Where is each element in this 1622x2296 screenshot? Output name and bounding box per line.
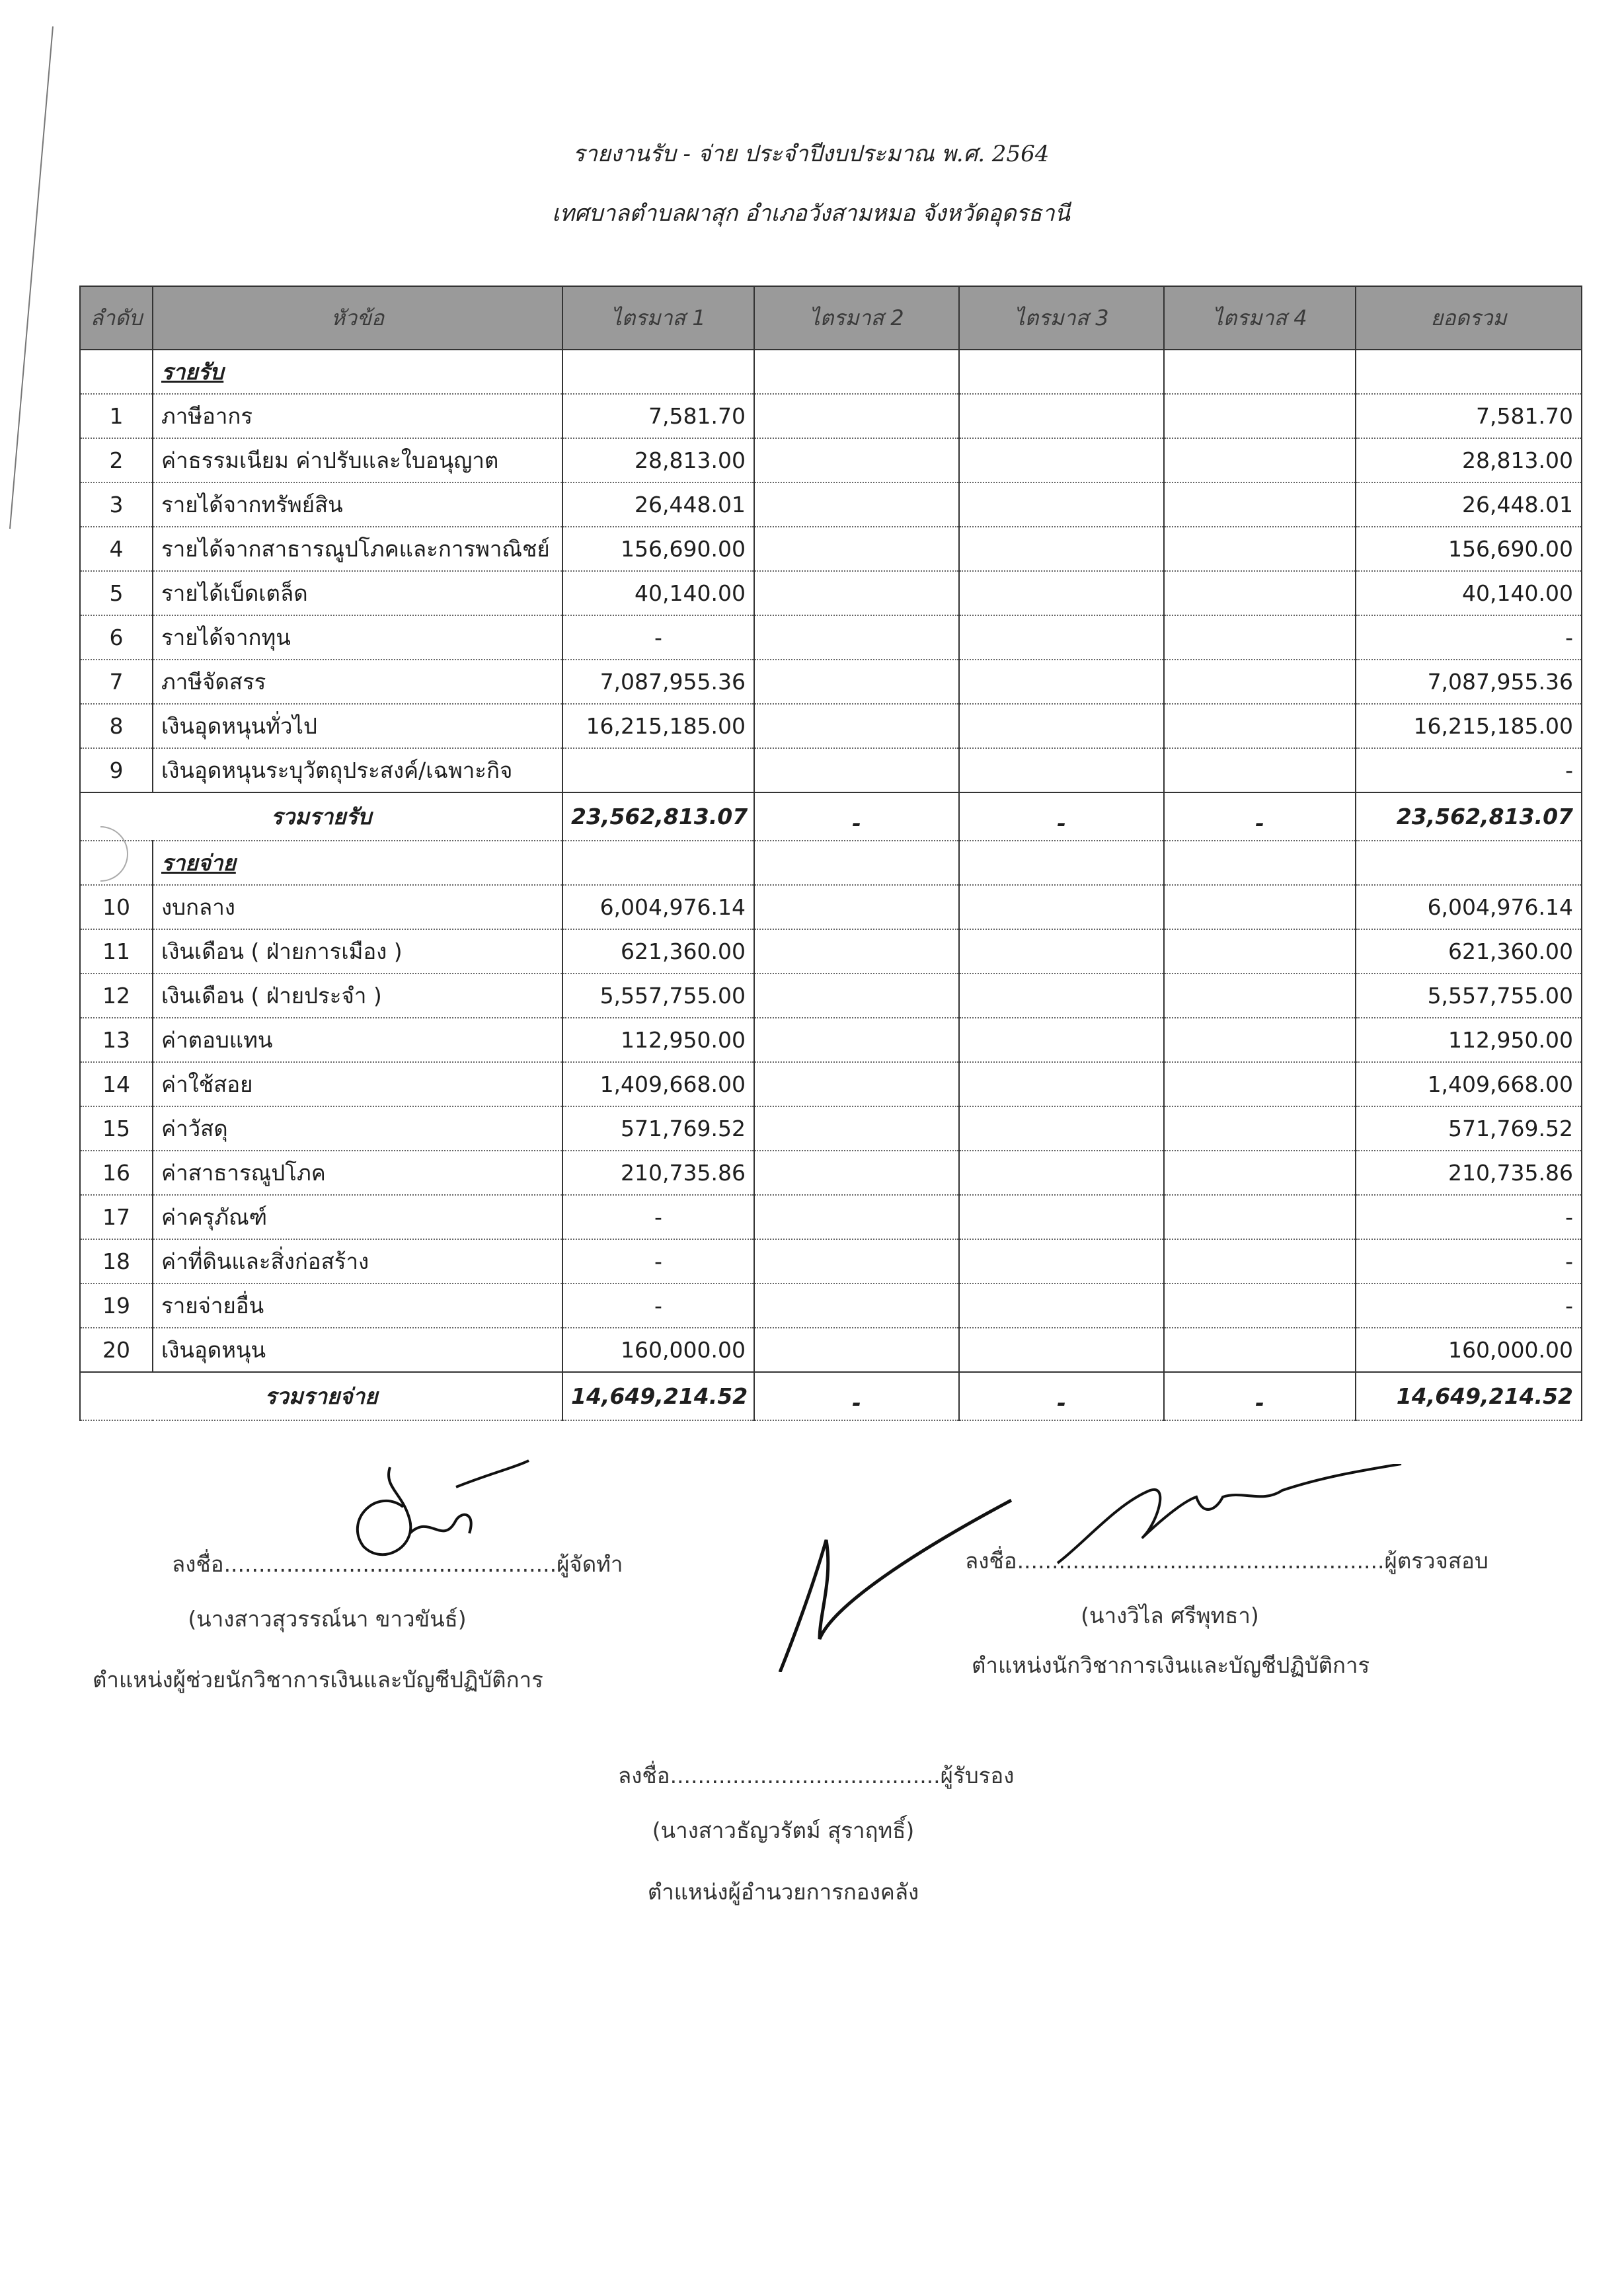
- cell-q1: -: [562, 1195, 754, 1239]
- cell-total: 23,562,813.07: [1356, 792, 1582, 841]
- cell-total: 210,735.86: [1356, 1151, 1582, 1195]
- cell-item: รายได้จากทรัพย์สิน: [153, 482, 562, 527]
- cell-q1: 210,735.86: [562, 1151, 754, 1195]
- cell-q4: [1164, 615, 1356, 660]
- checker-dotted-line: .....................................................: [1017, 1548, 1385, 1574]
- cell-q4: [1164, 527, 1356, 571]
- cell-q2: [754, 1018, 959, 1062]
- approver-position: ตำแหน่งผู้อำนวยการกองคลัง: [647, 1879, 919, 1905]
- cell-q1: 112,950.00: [562, 1018, 754, 1062]
- cell-no: 18: [80, 1239, 153, 1283]
- cell-total: 160,000.00: [1356, 1328, 1582, 1372]
- cell-q3: [959, 929, 1164, 974]
- table-row: [80, 1062, 1582, 1106]
- table-row: [80, 885, 1582, 929]
- cell-q3: [959, 704, 1164, 748]
- checker-sign-prefix: ลงชื่อ: [965, 1548, 1017, 1574]
- table-row: [80, 1195, 1582, 1239]
- cell-q2: [754, 527, 959, 571]
- report-subtitle: เทศบาลตำบลผาสุก อำเภอวังสามหมอ จังหวัดอุดรธานี: [552, 200, 1070, 227]
- preparer-name: (นางสาวสุวรรณ์นา ขาวขันธ์): [188, 1606, 467, 1632]
- table-row: [80, 1239, 1582, 1283]
- cell-q4: [1164, 1106, 1356, 1151]
- cell-q1: -: [562, 1283, 754, 1328]
- cell-item: ภาษีอากร: [153, 394, 562, 438]
- table-row: [80, 748, 1582, 792]
- table-row: [80, 1283, 1582, 1328]
- cell-section-label: [153, 841, 562, 885]
- preparer-signature-block: [172, 1547, 623, 1636]
- cell-no: 8: [80, 704, 153, 748]
- table-row: [80, 929, 1582, 974]
- preparer-dotted-line: ................................................: [223, 1551, 557, 1577]
- cell-q2: [754, 885, 959, 929]
- cell-q3: -: [959, 792, 1164, 841]
- preparer-position: ตำแหน่งผู้ช่วยนักวิชาการเงินและบัญชีปฏิบัติการ: [93, 1667, 543, 1693]
- cell-item: ค่าธรรมเนียม ค่าปรับและใบอนุญาต: [153, 438, 562, 482]
- cell-item: ค่าสาธารณูปโภค: [153, 1151, 562, 1195]
- col-header-no: ลำดับ: [80, 286, 153, 350]
- table-row: [80, 615, 1582, 660]
- cell-q2: [754, 1062, 959, 1106]
- table-row: [80, 527, 1582, 571]
- cell-q3: [959, 1062, 1164, 1106]
- cell-total: -: [1356, 1283, 1582, 1328]
- cell-total: -: [1356, 1195, 1582, 1239]
- cell-q4: [1164, 1062, 1356, 1106]
- cell-q2: [754, 615, 959, 660]
- cell-q4: [1164, 748, 1356, 792]
- cell-total: 6,004,976.14: [1356, 885, 1582, 929]
- cell-q3: [959, 885, 1164, 929]
- cell-q4: [1164, 1151, 1356, 1195]
- cell-q1: 6,004,976.14: [562, 885, 754, 929]
- cell-item: ค่าใช้สอย: [153, 1062, 562, 1106]
- cell-total: 26,448.01: [1356, 482, 1582, 527]
- cell-q2: [754, 748, 959, 792]
- cell-q1: 156,690.00: [562, 527, 754, 571]
- cell-q3: [959, 1018, 1164, 1062]
- cell-no: 6: [80, 615, 153, 660]
- approver-handwritten-signature: [727, 1474, 1058, 1672]
- cell-total: 1,409,668.00: [1356, 1062, 1582, 1106]
- cell-q1: 28,813.00: [562, 438, 754, 482]
- table-row: [80, 571, 1582, 615]
- cell-total: 5,557,755.00: [1356, 974, 1582, 1018]
- cell-q4: [1164, 1283, 1356, 1328]
- cell-no: 11: [80, 929, 153, 974]
- cell-q4: [1164, 1328, 1356, 1372]
- table-row: [80, 704, 1582, 748]
- table-row: [80, 394, 1582, 438]
- cell-q4: [1164, 704, 1356, 748]
- approver-signature-block: [618, 1758, 1015, 1909]
- cell-item: เงินเดือน ( ฝ่ายประจำ ): [153, 974, 562, 1018]
- cell-q1: -: [562, 1239, 754, 1283]
- cell-q2: [754, 974, 959, 1018]
- table-row: [80, 1106, 1582, 1151]
- col-header-q1: ไตรมาส 1: [562, 286, 754, 350]
- cell-q2: -: [754, 792, 959, 841]
- cell-q1: 40,140.00: [562, 571, 754, 615]
- cell-q4: [1164, 929, 1356, 974]
- table-row: [80, 1328, 1582, 1372]
- preparer-role: ผู้จัดทำ: [557, 1551, 623, 1577]
- cell-q4: [1164, 1239, 1356, 1283]
- cell-item: ค่าครุภัณฑ์: [153, 1195, 562, 1239]
- cell-q2: [754, 929, 959, 974]
- cell-q4: [1164, 1195, 1356, 1239]
- cell-q1: 1,409,668.00: [562, 1062, 754, 1106]
- scan-margin-line: [7, 26, 59, 542]
- cell-q3: [959, 571, 1164, 615]
- cell-q1: 7,581.70: [562, 394, 754, 438]
- cell-q4: -: [1164, 1372, 1356, 1420]
- cell-total: 16,215,185.00: [1356, 704, 1582, 748]
- preparer-sign-prefix: ลงชื่อ: [172, 1551, 224, 1577]
- cell-total: -: [1356, 748, 1582, 792]
- cell-empty: [1356, 350, 1582, 394]
- cell-empty: [1164, 841, 1356, 885]
- cell-item: เงินอุดหนุน: [153, 1328, 562, 1372]
- cell-no: 14: [80, 1062, 153, 1106]
- table-header-row: [80, 286, 1582, 350]
- expense-total-row: [80, 1372, 1582, 1420]
- cell-q2: -: [754, 1372, 959, 1420]
- cell-q1: 7,087,955.36: [562, 660, 754, 704]
- cell-q4: [1164, 885, 1356, 929]
- cell-total: -: [1356, 1239, 1582, 1283]
- cell-q2: [754, 1195, 959, 1239]
- cell-total: 156,690.00: [1356, 527, 1582, 571]
- cell-q2: [754, 1151, 959, 1195]
- cell-total: 7,087,955.36: [1356, 660, 1582, 704]
- cell-q4: [1164, 482, 1356, 527]
- cell-q2: [754, 571, 959, 615]
- cell-no: 16: [80, 1151, 153, 1195]
- cell-q3: [959, 1283, 1164, 1328]
- cell-q1: 571,769.52: [562, 1106, 754, 1151]
- cell-q4: [1164, 394, 1356, 438]
- cell-q3: [959, 974, 1164, 1018]
- cell-no: 3: [80, 482, 153, 527]
- cell-q3: [959, 1328, 1164, 1372]
- cell-section-label: [153, 350, 562, 394]
- cell-q2: [754, 660, 959, 704]
- cell-item: เงินเดือน ( ฝ่ายการเมือง ): [153, 929, 562, 974]
- col-header-q2: ไตรมาส 2: [754, 286, 959, 350]
- approver-sign-prefix: ลงชื่อ: [618, 1763, 670, 1788]
- cell-q4: [1164, 571, 1356, 615]
- section-label: รายรับ: [161, 359, 224, 385]
- cell-q2: [754, 438, 959, 482]
- cell-no: [80, 350, 153, 394]
- cell-empty: [562, 350, 754, 394]
- cell-empty: [754, 350, 959, 394]
- cell-total: 14,649,214.52: [1356, 1372, 1582, 1420]
- approver-name: (นางสาวธัญวรัตม์ สุราฤทธิ์): [652, 1818, 915, 1843]
- cell-empty: [959, 350, 1164, 394]
- cell-no: 13: [80, 1018, 153, 1062]
- approver-dotted-line: .......................................: [670, 1763, 941, 1788]
- cell-q4: [1164, 1018, 1356, 1062]
- cell-q1: 160,000.00: [562, 1328, 754, 1372]
- cell-empty: [959, 841, 1164, 885]
- cell-total: 28,813.00: [1356, 438, 1582, 482]
- cell-total-label: รวมรายจ่าย: [80, 1372, 562, 1420]
- cell-total: 112,950.00: [1356, 1018, 1582, 1062]
- cell-q3: [959, 527, 1164, 571]
- table-row: [80, 1151, 1582, 1195]
- cell-q2: [754, 1328, 959, 1372]
- cell-q4: [1164, 974, 1356, 1018]
- cell-no: 4: [80, 527, 153, 571]
- cell-q2: [754, 1283, 959, 1328]
- cell-total: 571,769.52: [1356, 1106, 1582, 1151]
- cell-q3: [959, 394, 1164, 438]
- cell-q2: [754, 482, 959, 527]
- cell-q4: [1164, 438, 1356, 482]
- cell-q3: [959, 1195, 1164, 1239]
- expense-section-row: [80, 841, 1582, 885]
- income-total-row: [80, 792, 1582, 841]
- cell-q2: [754, 1106, 959, 1151]
- cell-q3: -: [959, 1372, 1164, 1420]
- cell-no: 10: [80, 885, 153, 929]
- cell-item: เงินอุดหนุนระบุวัตถุประสงค์/เฉพาะกิจ: [153, 748, 562, 792]
- table-body: [80, 350, 1582, 1420]
- cell-q3: [959, 660, 1164, 704]
- cell-no: 5: [80, 571, 153, 615]
- cell-q4: [1164, 660, 1356, 704]
- approver-role: ผู้รับรอง: [940, 1763, 1015, 1788]
- col-header-item: หัวข้อ: [153, 286, 562, 350]
- cell-q2: [754, 704, 959, 748]
- cell-q3: [959, 748, 1164, 792]
- col-header-total: ยอดรวม: [1356, 286, 1582, 350]
- cell-total-label: รวมรายรับ: [80, 792, 562, 841]
- cell-q1: [562, 748, 754, 792]
- cell-no: 12: [80, 974, 153, 1018]
- table-row: [80, 1018, 1582, 1062]
- cell-q1: -: [562, 615, 754, 660]
- cell-q3: [959, 438, 1164, 482]
- cell-no: 2: [80, 438, 153, 482]
- income-expense-table: [79, 286, 1582, 1421]
- cell-item: รายได้เบ็ดเตล็ด: [153, 571, 562, 615]
- checker-position: ตำแหน่งนักวิชาการเงินและบัญชีปฏิบัติการ: [972, 1652, 1370, 1678]
- cell-no: 9: [80, 748, 153, 792]
- cell-item: ค่าตอบแทน: [153, 1018, 562, 1062]
- cell-total: 40,140.00: [1356, 571, 1582, 615]
- cell-q2: [754, 394, 959, 438]
- cell-q3: [959, 1151, 1164, 1195]
- cell-total: 621,360.00: [1356, 929, 1582, 974]
- cell-item: งบกลาง: [153, 885, 562, 929]
- cell-q1: 14,649,214.52: [562, 1372, 754, 1420]
- cell-empty: [754, 841, 959, 885]
- cell-no: 7: [80, 660, 153, 704]
- col-header-q3: ไตรมาส 3: [959, 286, 1164, 350]
- cell-item: ค่าวัสดุ: [153, 1106, 562, 1151]
- table-row: [80, 438, 1582, 482]
- cell-no: 17: [80, 1195, 153, 1239]
- cell-no: 19: [80, 1283, 153, 1328]
- cell-q3: [959, 482, 1164, 527]
- cell-no: 15: [80, 1106, 153, 1151]
- cell-empty: [1164, 350, 1356, 394]
- cell-total: -: [1356, 615, 1582, 660]
- report-title: รายงานรับ - จ่าย ประจำปีงบประมาณ พ.ศ. 2564: [572, 141, 1050, 167]
- cell-item: ค่าที่ดินและสิ่งก่อสร้าง: [153, 1239, 562, 1283]
- cell-q2: [754, 1239, 959, 1283]
- checker-name: (นางวิไล ศรีพุทธา): [1081, 1603, 1259, 1628]
- table-row: [80, 974, 1582, 1018]
- cell-empty: [562, 841, 754, 885]
- cell-item: ภาษีจัดสรร: [153, 660, 562, 704]
- cell-q3: [959, 1106, 1164, 1151]
- table-row: [80, 482, 1582, 527]
- cell-q1: 5,557,755.00: [562, 974, 754, 1018]
- cell-q3: [959, 615, 1164, 660]
- cell-item: รายได้จากสาธารณูปโภคและการพาณิชย์: [153, 527, 562, 571]
- checker-role: ผู้ตรวจสอบ: [1384, 1548, 1488, 1574]
- cell-no: 20: [80, 1328, 153, 1372]
- cell-q1: 26,448.01: [562, 482, 754, 527]
- income-section-row: [80, 350, 1582, 394]
- cell-item: เงินอุดหนุนทั่วไป: [153, 704, 562, 748]
- col-header-q4: ไตรมาส 4: [1164, 286, 1356, 350]
- cell-q4: -: [1164, 792, 1356, 841]
- cell-q3: [959, 1239, 1164, 1283]
- section-label: รายจ่าย: [161, 850, 236, 876]
- cell-no: 1: [80, 394, 153, 438]
- cell-q1: 16,215,185.00: [562, 704, 754, 748]
- cell-q1: 23,562,813.07: [562, 792, 754, 841]
- cell-total: 7,581.70: [1356, 394, 1582, 438]
- cell-q1: 621,360.00: [562, 929, 754, 974]
- cell-item: รายได้จากทุน: [153, 615, 562, 660]
- cell-item: รายจ่ายอื่น: [153, 1283, 562, 1328]
- cell-empty: [1356, 841, 1582, 885]
- table-row: [80, 660, 1582, 704]
